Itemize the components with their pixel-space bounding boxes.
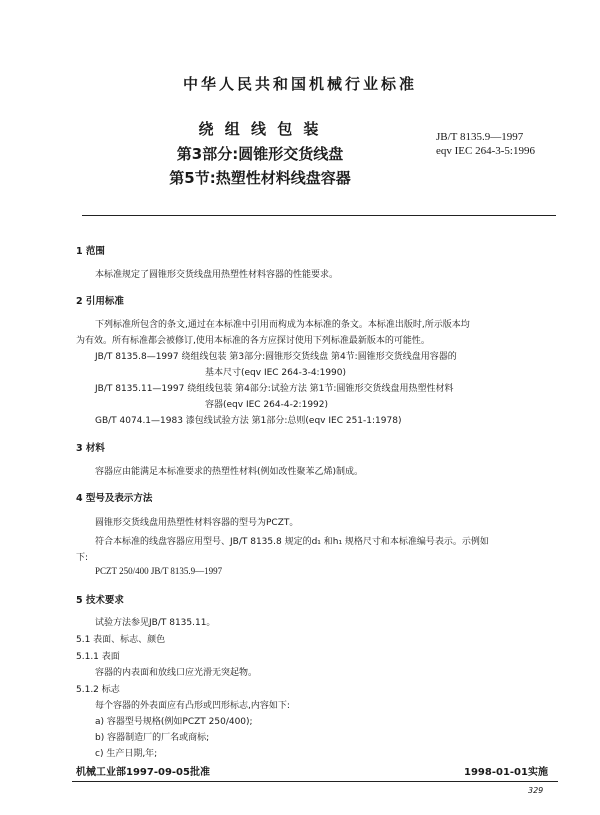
equivalent-standard: eqv IEC 264-3-5:1996 bbox=[436, 145, 535, 157]
approval-date: 机械工业部1997-09-05批准 bbox=[76, 767, 210, 778]
header-divider bbox=[82, 215, 556, 216]
footer-divider bbox=[72, 781, 558, 782]
standard-title-line-3: 第5节:热塑性材料线盘容器 bbox=[169, 169, 351, 187]
page-number: 329 bbox=[528, 786, 544, 795]
section-2-paragraph-line-2: 为有效。所有标准都会被修订,使用本标准的各方应探讨使用下列标准最新版本的可能性。 bbox=[76, 336, 430, 346]
reference-1-line-1: JB/T 8135.8—1997 绕组线包装 第3部分:圆锥形交货线盘 第4节:圆锥形交货线盘用容器的 bbox=[95, 352, 457, 362]
subsection-5-1-heading: 5.1 表面、标志、颜色 bbox=[76, 635, 166, 645]
section-3-paragraph: 容器应由能满足本标准要求的热塑性材料(例如改性聚苯乙烯)制成。 bbox=[95, 467, 364, 477]
section-2-heading: 2 引用标准 bbox=[76, 296, 124, 307]
standard-code: JB/T 8135.9—1997 bbox=[436, 131, 524, 143]
section-4-paragraph-2-line-1: 符合本标准的线盘容器应用型号、JB/T 8135.8 规定的d₁ 和h₁ 规格尺寸和本标准编号表示。示例如 bbox=[95, 537, 489, 547]
subsection-5-1-2-heading: 5.1.2 标志 bbox=[76, 685, 120, 695]
section-4-paragraph-2-line-2: 下: bbox=[76, 553, 89, 563]
section-1-heading: 1 范围 bbox=[76, 246, 105, 257]
section-5-heading: 5 技术要求 bbox=[76, 595, 124, 606]
section-1-paragraph: 本标准规定了圆锥形交货线盘用热塑性材料容器的性能要求。 bbox=[95, 270, 339, 280]
section-5-paragraph: 试验方法参见JB/T 8135.11。 bbox=[95, 618, 216, 628]
subsection-5-1-2-paragraph: 每个容器的外表面应有凸形或凹形标志,内容如下: bbox=[95, 701, 290, 711]
list-item-b: b) 容器制造厂的厂名或商标; bbox=[95, 733, 210, 743]
reference-1-line-2: 基本尺寸(eqv IEC 264-3-4:1990) bbox=[205, 368, 347, 378]
section-3-heading: 3 材料 bbox=[76, 443, 105, 454]
issuing-authority-title: 中华人民共和国机械行业标准 bbox=[182, 75, 417, 93]
reference-2-line-1: JB/T 8135.11—1997 绕组线包装 第4部分:试验方法 第1节:圆锥形交货线盘用热塑性材料 bbox=[95, 384, 454, 394]
list-item-c: c) 生产日期,年; bbox=[95, 749, 158, 759]
section-4-heading: 4 型号及表示方法 bbox=[76, 493, 153, 504]
section-4-paragraph-1: 圆锥形交货线盘用热塑性材料容器的型号为PCZT。 bbox=[95, 518, 299, 528]
list-item-a: a) 容器型号规格(例如PCZT 250/400); bbox=[95, 717, 253, 727]
reference-2-line-2: 容器(eqv IEC 264-4-2:1992) bbox=[205, 400, 329, 410]
reference-3: GB/T 4074.1—1983 漆包线试验方法 第1部分:总则(eqv IEC 251-1:1978) bbox=[95, 416, 402, 426]
implementation-date: 1998-01-01实施 bbox=[464, 767, 548, 778]
subsection-5-1-1-paragraph: 容器的内表面和放线口应光滑无突起物。 bbox=[95, 668, 258, 678]
model-designation-example: PCZT 250/400 JB/T 8135.9—1997 bbox=[95, 566, 223, 576]
subsection-5-1-1-heading: 5.1.1 表面 bbox=[76, 652, 120, 662]
standard-title-line-1: 绕 组 线 包 装 bbox=[198, 120, 322, 138]
section-2-paragraph-line-1: 下列标准所包含的条文,通过在本标准中引用而构成为本标准的条文。本标准出版时,所示版本均 bbox=[95, 320, 470, 330]
standard-title-line-2: 第3部分:圆锥形交货线盘 bbox=[176, 145, 344, 163]
